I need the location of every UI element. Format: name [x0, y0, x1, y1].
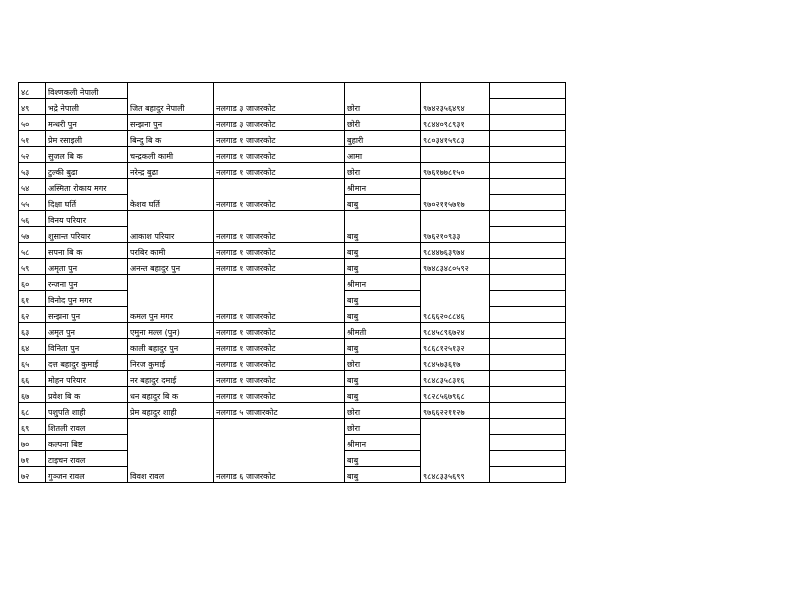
name-cell: दत्त बहादुर कुमाई — [46, 355, 128, 371]
name-cell: विश्णकली नेपाली — [46, 83, 128, 99]
table-row — [19, 275, 566, 291]
name-cell: कल्पना बिष्ट — [46, 435, 128, 451]
relation-cell: श्रीमान — [345, 275, 421, 291]
name-cell: सपना बि क — [46, 243, 128, 259]
guardian-cell: परबिर कामी — [128, 243, 214, 259]
relation-cell: बाबु — [345, 387, 421, 403]
empty-cell — [490, 371, 566, 387]
address-cell: नलगाड १ जाजरकोट — [214, 147, 345, 163]
table-row — [19, 419, 566, 435]
serial-cell: ७० — [19, 435, 46, 451]
address-cell: नलगाड १ जाजरकोट — [214, 259, 345, 275]
empty-cell — [490, 195, 566, 211]
table-row — [19, 243, 566, 259]
serial-cell: ५७ — [19, 227, 46, 243]
name-cell: भद्रे नेपाली — [46, 99, 128, 115]
guardian-cell: चन्द्रकली कामी — [128, 147, 214, 163]
empty-cell — [490, 387, 566, 403]
serial-cell: ७२ — [19, 467, 46, 483]
relation-cell: श्रीमान — [345, 435, 421, 451]
empty-cell — [490, 435, 566, 451]
address-cell: नलगाड ६ जाजरकोट — [214, 419, 345, 483]
relation-cell: छोरा — [345, 83, 421, 115]
address-cell: नलगाड १ जाजरकोट — [214, 387, 345, 403]
relation-cell: छोरी — [345, 115, 421, 131]
guardian-cell: काली बहादुर पुन — [128, 339, 214, 355]
relation-cell: बाबु — [345, 307, 421, 323]
name-cell: शितली रावल — [46, 419, 128, 435]
table-row — [19, 115, 566, 131]
empty-cell — [490, 179, 566, 195]
relation-cell: बुहारी — [345, 131, 421, 147]
address-cell: नलगाड १ जाजरकोट — [214, 371, 345, 387]
phone-cell: ९८४४७६३९७४ — [421, 243, 490, 259]
guardian-cell: अनन्त बहादुर पुन — [128, 259, 214, 275]
serial-cell: ५९ — [19, 259, 46, 275]
empty-cell — [490, 291, 566, 307]
serial-cell: ५२ — [19, 147, 46, 163]
guardian-cell: जित बहादुर नेपाली — [128, 83, 214, 115]
relation-cell: बाबु — [345, 195, 421, 211]
guardian-cell: सन्झना पुन — [128, 115, 214, 131]
empty-cell — [490, 163, 566, 179]
name-cell: रन्जना पुन — [46, 275, 128, 291]
table-row — [19, 339, 566, 355]
address-cell: नलगाड १ जाजरकोट — [214, 355, 345, 371]
empty-cell — [490, 419, 566, 435]
empty-cell — [490, 355, 566, 371]
table-row — [19, 323, 566, 339]
name-cell: अस्मिता रोकाय मगर — [46, 179, 128, 195]
serial-cell: ५६ — [19, 211, 46, 227]
name-cell: मोहन परियार — [46, 371, 128, 387]
relation-cell: छोरा — [345, 355, 421, 371]
relation-cell: श्रीमती — [345, 323, 421, 339]
serial-cell: ६० — [19, 275, 46, 291]
serial-cell: ६६ — [19, 371, 46, 387]
empty-cell — [490, 451, 566, 467]
serial-cell: ५८ — [19, 243, 46, 259]
phone-cell: ९८४८३३५६९९ — [421, 419, 490, 483]
guardian-cell: एमुना मल्ल (पुन) — [128, 323, 214, 339]
table-row — [19, 163, 566, 179]
empty-cell — [490, 83, 566, 99]
empty-cell — [490, 131, 566, 147]
table-row — [19, 83, 566, 99]
relation-cell: बाबु — [345, 211, 421, 243]
name-cell: शुसान्त परियार — [46, 227, 128, 243]
phone-cell: ९८६६२०८८४६ — [421, 275, 490, 323]
guardian-cell: विवश रावल — [128, 419, 214, 483]
phone-cell: ९७६६२२११२७ — [421, 403, 490, 419]
address-cell: नलगाड १ जाजरकोट — [214, 243, 345, 259]
empty-cell — [490, 227, 566, 243]
serial-cell: ६५ — [19, 355, 46, 371]
relation-cell: छोरा — [345, 403, 421, 419]
phone-cell: ९७४२३५६४९४ — [421, 83, 490, 115]
name-cell: टाइचन रावल — [46, 451, 128, 467]
empty-cell — [490, 307, 566, 323]
address-cell: नलगाड १ जाजरकोट — [214, 131, 345, 147]
relation-cell: छोरा — [345, 419, 421, 435]
records-table — [18, 82, 566, 483]
table-row — [19, 131, 566, 147]
relation-cell: बाबु — [345, 259, 421, 275]
name-cell: सुजल बि क — [46, 147, 128, 163]
phone-cell: ९८४५७३६१७ — [421, 355, 490, 371]
serial-cell: ६४ — [19, 339, 46, 355]
name-cell: प्रेम रसाइली — [46, 131, 128, 147]
table-row — [19, 211, 566, 227]
address-cell: नलगाड १ जाजरकोट — [214, 179, 345, 211]
serial-cell: ६९ — [19, 419, 46, 435]
serial-cell: ६७ — [19, 387, 46, 403]
empty-cell — [490, 323, 566, 339]
guardian-cell: नर बहादुर दमाई — [128, 371, 214, 387]
relation-cell: बाबु — [345, 467, 421, 483]
relation-cell: श्रीमान — [345, 179, 421, 195]
table-row — [19, 259, 566, 275]
address-cell: नलगाड १ जाजरकोट — [214, 323, 345, 339]
empty-cell — [490, 259, 566, 275]
table-row — [19, 147, 566, 163]
name-cell: विनय परियार — [46, 211, 128, 227]
relation-cell: छोरा — [345, 163, 421, 179]
empty-cell — [490, 243, 566, 259]
address-cell: नलगाड १ जाजरकोट — [214, 211, 345, 243]
empty-cell — [490, 211, 566, 227]
empty-cell — [490, 403, 566, 419]
serial-cell: ५५ — [19, 195, 46, 211]
guardian-cell: निरज कुमाई — [128, 355, 214, 371]
guardian-cell: आकाश परियार — [128, 211, 214, 243]
serial-cell: ४९ — [19, 99, 46, 115]
serial-cell: ६३ — [19, 323, 46, 339]
address-cell: नलगाड ३ जाजरकोट — [214, 83, 345, 115]
address-cell: नलगाड १ जाजरकोट — [214, 339, 345, 355]
serial-cell: ७१ — [19, 451, 46, 467]
table-row — [19, 371, 566, 387]
relation-cell: बाबु — [345, 371, 421, 387]
relation-cell: आमा — [345, 147, 421, 163]
guardian-cell: प्रेम बहादुर शाही — [128, 403, 214, 419]
name-cell: टुल्की बुढा — [46, 163, 128, 179]
table-row — [19, 179, 566, 195]
address-cell: नलगाड १ जाजरकोट — [214, 275, 345, 323]
relation-cell: बाबु — [345, 339, 421, 355]
relation-cell: बाबु — [345, 243, 421, 259]
empty-cell — [490, 275, 566, 291]
serial-cell: ५० — [19, 115, 46, 131]
guardian-cell: बिन्दु बि क — [128, 131, 214, 147]
serial-cell: ५१ — [19, 131, 46, 147]
address-cell: नलगाड १ जाजरकोट — [214, 163, 345, 179]
empty-cell — [490, 99, 566, 115]
empty-cell — [490, 147, 566, 163]
serial-cell: ६१ — [19, 291, 46, 307]
name-cell: मन्धरी पुन — [46, 115, 128, 131]
name-cell: सन्झना पुन — [46, 307, 128, 323]
name-cell: प्रवेश बि क — [46, 387, 128, 403]
empty-cell — [490, 467, 566, 483]
address-cell: नलगाड ३ जाजरकोट — [214, 115, 345, 131]
phone-cell: ९७०२११५७१७ — [421, 179, 490, 211]
guardian-cell: केशव घर्ति — [128, 179, 214, 211]
phone-cell: ९८०३४१५९८३ — [421, 131, 490, 147]
phone-cell: ९८२८५६७९६८ — [421, 387, 490, 403]
relation-cell: बाबु — [345, 451, 421, 467]
phone-cell: ९७४८३४८०५९२ — [421, 259, 490, 275]
name-cell: विनोद पुन मगर — [46, 291, 128, 307]
phone-cell: ९८६८१२५१३२ — [421, 339, 490, 355]
name-cell: गुञ्जन रावल — [46, 467, 128, 483]
address-cell: नलगाड ५ जाजारकोट — [214, 403, 345, 419]
empty-cell — [490, 115, 566, 131]
phone-cell: ९८४४०९८९३१ — [421, 115, 490, 131]
serial-cell: ५४ — [19, 179, 46, 195]
name-cell: अमृता पुन — [46, 259, 128, 275]
serial-cell: ६८ — [19, 403, 46, 419]
guardian-cell: कमल पुन मगर — [128, 275, 214, 323]
name-cell: विनिता पुन — [46, 339, 128, 355]
phone-cell: ९८४८३५८३१६ — [421, 371, 490, 387]
phone-cell — [421, 147, 490, 163]
table-row — [19, 403, 566, 419]
name-cell: पशुपति शाही — [46, 403, 128, 419]
guardian-cell: धन बहादुर बि क — [128, 387, 214, 403]
name-cell: अमृत पुन — [46, 323, 128, 339]
guardian-cell: नरेन्द्र बुढा — [128, 163, 214, 179]
serial-cell: ५३ — [19, 163, 46, 179]
phone-cell: ९७६१७७८१५० — [421, 163, 490, 179]
phone-cell: ९७६२१०९३३ — [421, 211, 490, 243]
serial-cell: ४८ — [19, 83, 46, 99]
relation-cell: बाबु — [345, 291, 421, 307]
phone-cell: ९८४५८९६७२४ — [421, 323, 490, 339]
table-row — [19, 387, 566, 403]
empty-cell — [490, 339, 566, 355]
table-row — [19, 355, 566, 371]
serial-cell: ६२ — [19, 307, 46, 323]
name-cell: दिक्षा घर्ति — [46, 195, 128, 211]
